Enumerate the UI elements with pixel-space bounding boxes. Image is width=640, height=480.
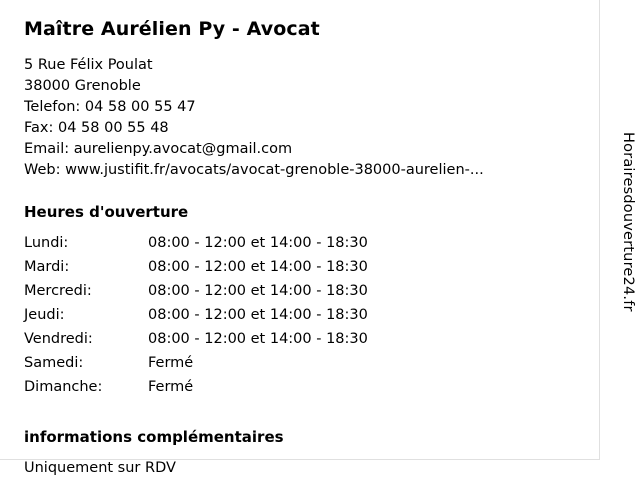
- day-label: Lundi:: [24, 234, 69, 251]
- day-label: Vendredi:: [24, 330, 93, 347]
- day-hours: 08:00 - 12:00 et 14:00 - 18:30: [148, 234, 368, 251]
- opening-hours-heading: Heures d'ouverture: [24, 202, 189, 221]
- table-row: [24, 234, 368, 258]
- address-street: 5 Rue Félix Poulat: [24, 56, 153, 73]
- address-block: [24, 55, 579, 181]
- day-label: Jeudi:: [24, 306, 65, 323]
- table-row: [24, 354, 368, 378]
- day-label: Mardi:: [24, 258, 70, 275]
- day-hours: 08:00 - 12:00 et 14:00 - 18:30: [148, 330, 368, 347]
- brand-watermark: Horairesdouverture24.fr: [620, 132, 636, 312]
- day-hours: 08:00 - 12:00 et 14:00 - 18:30: [148, 282, 368, 299]
- opening-hours-table: [24, 234, 368, 402]
- additional-info-heading: informations complémentaires: [24, 427, 284, 446]
- phone-line: Telefon: 04 58 00 55 47: [24, 98, 196, 115]
- table-row: [24, 330, 368, 354]
- day-label: Dimanche:: [24, 378, 103, 395]
- day-hours: 08:00 - 12:00 et 14:00 - 18:30: [148, 306, 368, 323]
- day-hours: Fermé: [148, 378, 194, 395]
- table-row: [24, 306, 368, 330]
- website-line: Web: www.justifit.fr/avocats/avocat-grenoble-38000-aurelien-...: [24, 161, 484, 178]
- address-city: 38000 Grenoble: [24, 77, 141, 94]
- table-row: [24, 258, 368, 282]
- table-row: [24, 282, 368, 306]
- day-hours: Fermé: [148, 354, 194, 371]
- day-label: Samedi:: [24, 354, 84, 371]
- day-label: Mercredi:: [24, 282, 92, 299]
- table-row: [24, 378, 368, 402]
- day-hours: 08:00 - 12:00 et 14:00 - 18:30: [148, 258, 368, 275]
- fax-line: Fax: 04 58 00 55 48: [24, 119, 169, 136]
- additional-info-text: Uniquement sur RDV: [24, 459, 176, 476]
- email-line: Email: aurelienpy.avocat@gmail.com: [24, 140, 293, 157]
- page-title: Maître Aurélien Py - Avocat: [24, 18, 320, 40]
